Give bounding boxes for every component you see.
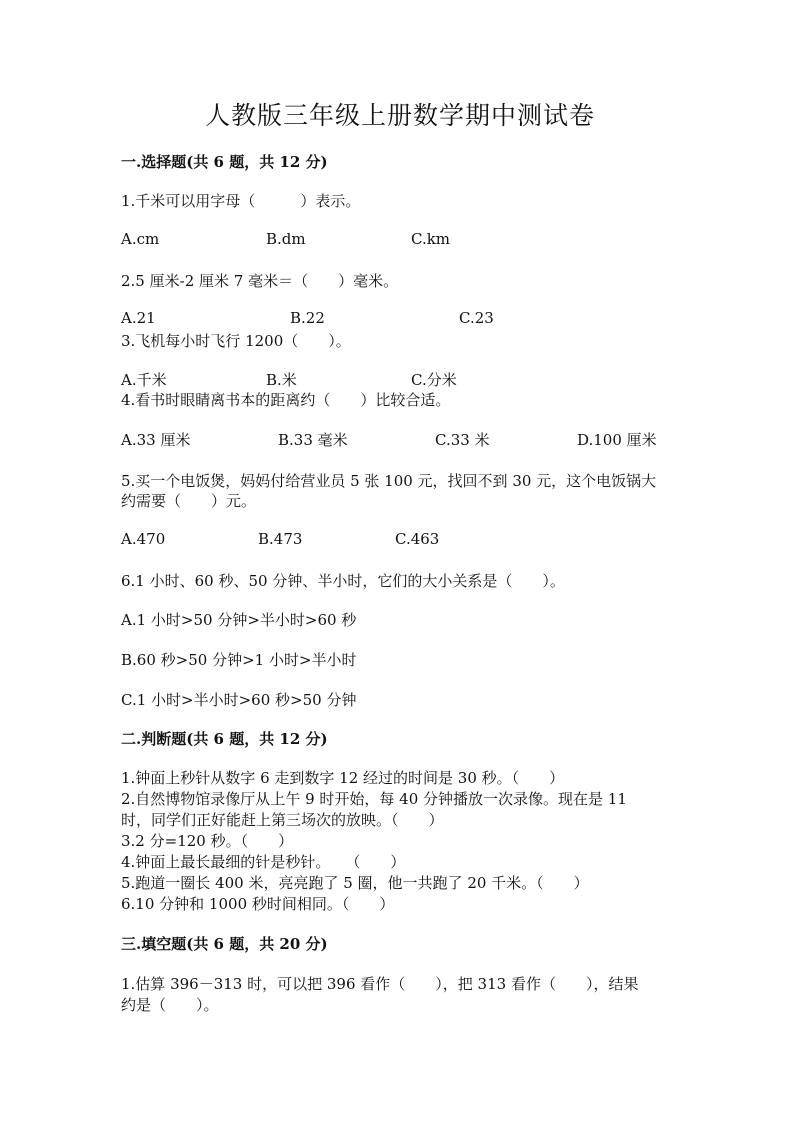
question-2-option-b: B.22 xyxy=(290,309,325,327)
question-4-option-b: B.33 毫米 xyxy=(278,431,348,449)
question-5-option-b: B.473 xyxy=(258,530,303,548)
section-heading-fill-blank: 三.填空题(共 6 题，共 20 分) xyxy=(121,935,328,953)
question-4-option-a: A.33 厘米 xyxy=(121,431,191,449)
question-6-stem: 6.1 小时、60 秒、50 分钟、半小时，它们的大小关系是（ ）。 xyxy=(121,572,565,590)
judgement-item-4: 4.钟面上最长最细的针是秒针。 （ ） xyxy=(121,853,406,871)
fill-blank-1-line1: 1.估算 396－313 时，可以把 396 看作（ ），把 313 看作（ ），结果 xyxy=(121,975,639,993)
section-heading-choice: 一.选择题(共 6 题，共 12 分) xyxy=(121,153,328,171)
question-5-stem-line1: 5.买一个电饭煲，妈妈付给营业员 5 张 100 元，找回不到 30 元，这个电饭锅大 xyxy=(121,472,657,490)
question-1-option-a: A.cm xyxy=(121,230,160,248)
question-4-option-c: C.33 米 xyxy=(435,431,490,449)
question-6-option-a: A.1 小时>50 分钟>半小时>60 秒 xyxy=(121,611,357,629)
judgement-item-6: 6.10 分钟和 1000 秒时间相同。（ ） xyxy=(121,895,395,913)
judgement-item-2-line2: 时，同学们正好能赶上第三场次的放映。（ ） xyxy=(121,811,444,829)
question-6-option-b: B.60 秒>50 分钟>1 小时>半小时 xyxy=(121,651,357,669)
fill-blank-1-line2: 约是（ ）。 xyxy=(121,996,219,1014)
question-1-option-c: C.km xyxy=(411,230,451,248)
question-1-stem: 1.千米可以用字母（ ）表示。 xyxy=(121,192,361,210)
page-title: 人教版三年级上册数学期中测试卷 xyxy=(204,101,595,130)
judgement-item-5: 5.跑道一圈长 400 米，亮亮跑了 5 圈，他一共跑了 20 千米。（ ） xyxy=(121,874,589,892)
question-2-option-a: A.21 xyxy=(121,309,156,327)
question-2-option-c: C.23 xyxy=(459,309,494,327)
question-4-stem: 4.看书时眼睛离书本的距离约（ ）比较合适。 xyxy=(121,391,451,409)
question-2-stem: 2.5 厘米-2 厘米 7 毫米＝（ ）毫米。 xyxy=(121,272,399,290)
question-3-option-c: C.分米 xyxy=(411,371,457,389)
question-4-option-d: D.100 厘米 xyxy=(577,431,657,449)
question-3-stem: 3.飞机每小时飞行 1200（ ）。 xyxy=(121,332,351,350)
question-3-option-b: B.米 xyxy=(266,371,297,389)
question-6-option-c: C.1 小时>半小时>60 秒>50 分钟 xyxy=(121,691,357,709)
question-3-option-a: A.千米 xyxy=(121,371,167,389)
question-1-option-b: B.dm xyxy=(266,230,306,248)
question-5-stem-line2: 约需要（ ）元。 xyxy=(121,492,257,510)
question-5-option-a: A.470 xyxy=(121,530,166,548)
judgement-item-1: 1.钟面上秒针从数字 6 走到数字 12 经过的时间是 30 秒。（ ） xyxy=(121,769,565,787)
section-heading-judgement: 二.判断题(共 6 题，共 12 分) xyxy=(121,730,328,748)
question-5-option-c: C.463 xyxy=(395,530,440,548)
judgement-item-2-line1: 2.自然博物馆录像厅从上午 9 时开始，每 40 分钟播放一次录像。现在是 11 xyxy=(121,790,627,808)
judgement-item-3: 3.2 分=120 秒。（ ） xyxy=(121,832,294,850)
